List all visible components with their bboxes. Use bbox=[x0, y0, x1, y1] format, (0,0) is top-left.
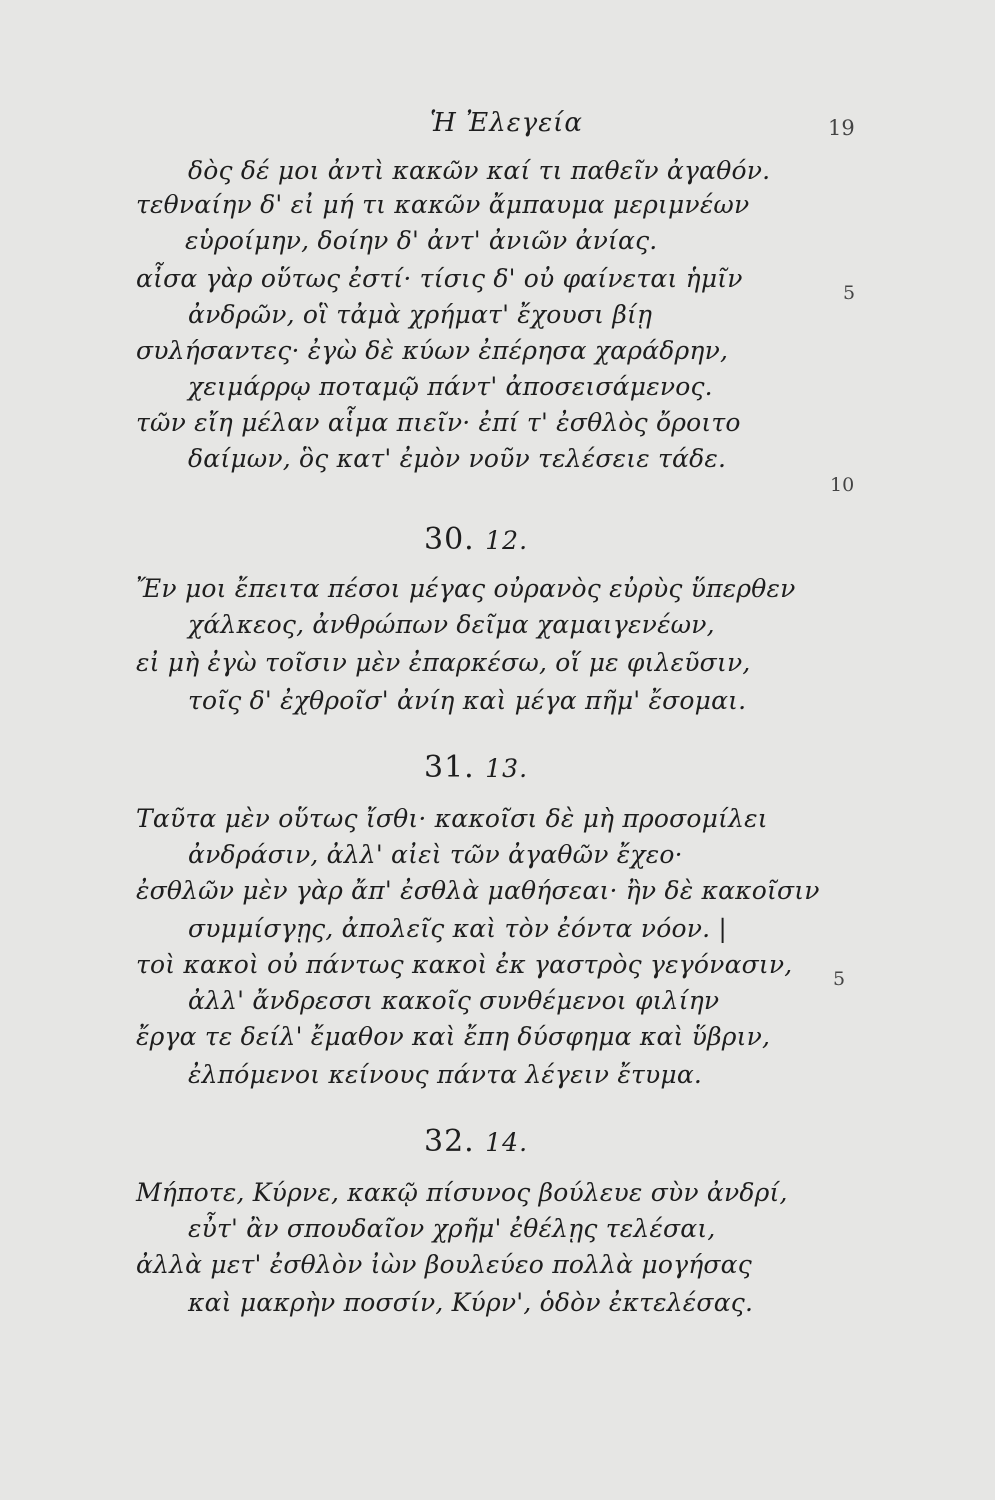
verse-line: τοὶ κακοὶ οὐ πάντως κακοὶ ἐκ γαστρὸς γεγόνασιν, bbox=[136, 950, 793, 979]
verse-line: ἀλλ' ἄνδρεσσι κακοῖς συνθέμενοι φιλίην bbox=[188, 986, 720, 1015]
verse-line: χάλκεος, ἀνθρώπων δεῖμα χαμαιγενέων, bbox=[188, 610, 715, 639]
line-number: 5 bbox=[843, 282, 856, 304]
fragment-number: 14. bbox=[485, 1128, 529, 1157]
verse-line: συλήσαντες· ἐγὼ δὲ κύων ἐπέρησα χαράδρην, bbox=[136, 336, 729, 365]
running-head: Ἡ Ἐλεγεία bbox=[430, 108, 583, 138]
verse-line: τεθναίην δ' εἰ μή τι κακῶν ἄμπαυμα μεριμνέων bbox=[136, 190, 750, 219]
verse-line: Μήποτε, Κύρνε, κακῷ πίσυνος βούλευε σὺν ἀνδρί, bbox=[136, 1178, 788, 1207]
section-heading bbox=[424, 522, 528, 557]
section-heading bbox=[424, 750, 528, 785]
verse-line: ἀνδράσιν, ἀλλ' αἰεὶ τῶν ἀγαθῶν ἔχεο· bbox=[188, 840, 683, 869]
section-number: 31. bbox=[424, 750, 475, 785]
section-heading bbox=[424, 1124, 528, 1159]
verse-line: ἐσθλῶν μὲν γὰρ ἄπ' ἐσθλὰ μαθήσεαι· ἢν δὲ κακοῖσιν bbox=[136, 876, 820, 905]
page-number: 19 bbox=[828, 116, 855, 140]
verse-line: ἐλπόμενοι κείνους πάντα λέγειν ἔτυμα. bbox=[188, 1060, 703, 1089]
section-number: 32. bbox=[424, 1124, 475, 1159]
verse-line: καὶ μακρὴν ποσσίν, Κύρν', ὁδὸν ἐκτελέσας. bbox=[188, 1288, 754, 1317]
verse-line: τῶν εἴη μέλαν αἷμα πιεῖν· ἐπί τ' ἐσθλὸς ὄροιτο bbox=[136, 408, 741, 437]
verse-line: τοῖς δ' ἐχθροῖσ' ἀνίη καὶ μέγα πῆμ' ἔσομαι. bbox=[188, 686, 747, 715]
fragment-number: 13. bbox=[485, 754, 529, 783]
verse-line: ἔργα τε δείλ' ἔμαθον καὶ ἔπη δύσφημα καὶ ὕβριν, bbox=[136, 1022, 771, 1051]
line-number: 10 bbox=[830, 474, 855, 496]
verse-line: αἶσα γὰρ οὕτως ἐστί· τίσις δ' οὐ φαίνεται ἡμῖν bbox=[136, 264, 743, 293]
verse-line: ἀνδρῶν, οἳ τἀμὰ χρήματ' ἔχουσι βίῃ bbox=[188, 300, 653, 329]
verse-line: δαίμων, ὃς κατ' ἐμὸν νοῦν τελέσειε τάδε. bbox=[188, 444, 727, 473]
verse-line: εἰ μὴ ἐγὼ τοῖσιν μὲν ἐπαρκέσω, οἵ με φιλεῦσιν, bbox=[136, 648, 751, 677]
verse-line: Ταῦτα μὲν οὕτως ἴσθι· κακοῖσι δὲ μὴ προσομίλει bbox=[136, 804, 768, 833]
verse-line: ἀλλὰ μετ' ἐσθλὸν ἰὼν βουλεύεο πολλὰ μογήσας bbox=[136, 1250, 752, 1279]
verse-line: εὖτ' ἂν σπουδαῖον χρῆμ' ἐθέλῃς τελέσαι, bbox=[188, 1214, 716, 1243]
verse-line: δὸς δέ μοι ἀντὶ κακῶν καί τι παθεῖν ἀγαθόν. bbox=[188, 156, 771, 185]
verse-line: εὑροίμην, δοίην δ' ἀντ' ἀνιῶν ἀνίας. bbox=[185, 226, 658, 255]
verse-line: συμμίσγῃς, ἀπολεῖς καὶ τὸν ἐόντα νόον. | bbox=[188, 914, 728, 943]
line-number: 5 bbox=[833, 968, 846, 990]
section-number: 30. bbox=[424, 522, 475, 557]
verse-line: Ἔν μοι ἔπειτα πέσοι μέγας οὐρανὸς εὐρὺς ὕπερθεν bbox=[136, 574, 796, 603]
fragment-number: 12. bbox=[485, 526, 529, 555]
verse-line: χειμάρρῳ ποταμῷ πάντ' ἀποσεισάμενος. bbox=[188, 372, 713, 401]
